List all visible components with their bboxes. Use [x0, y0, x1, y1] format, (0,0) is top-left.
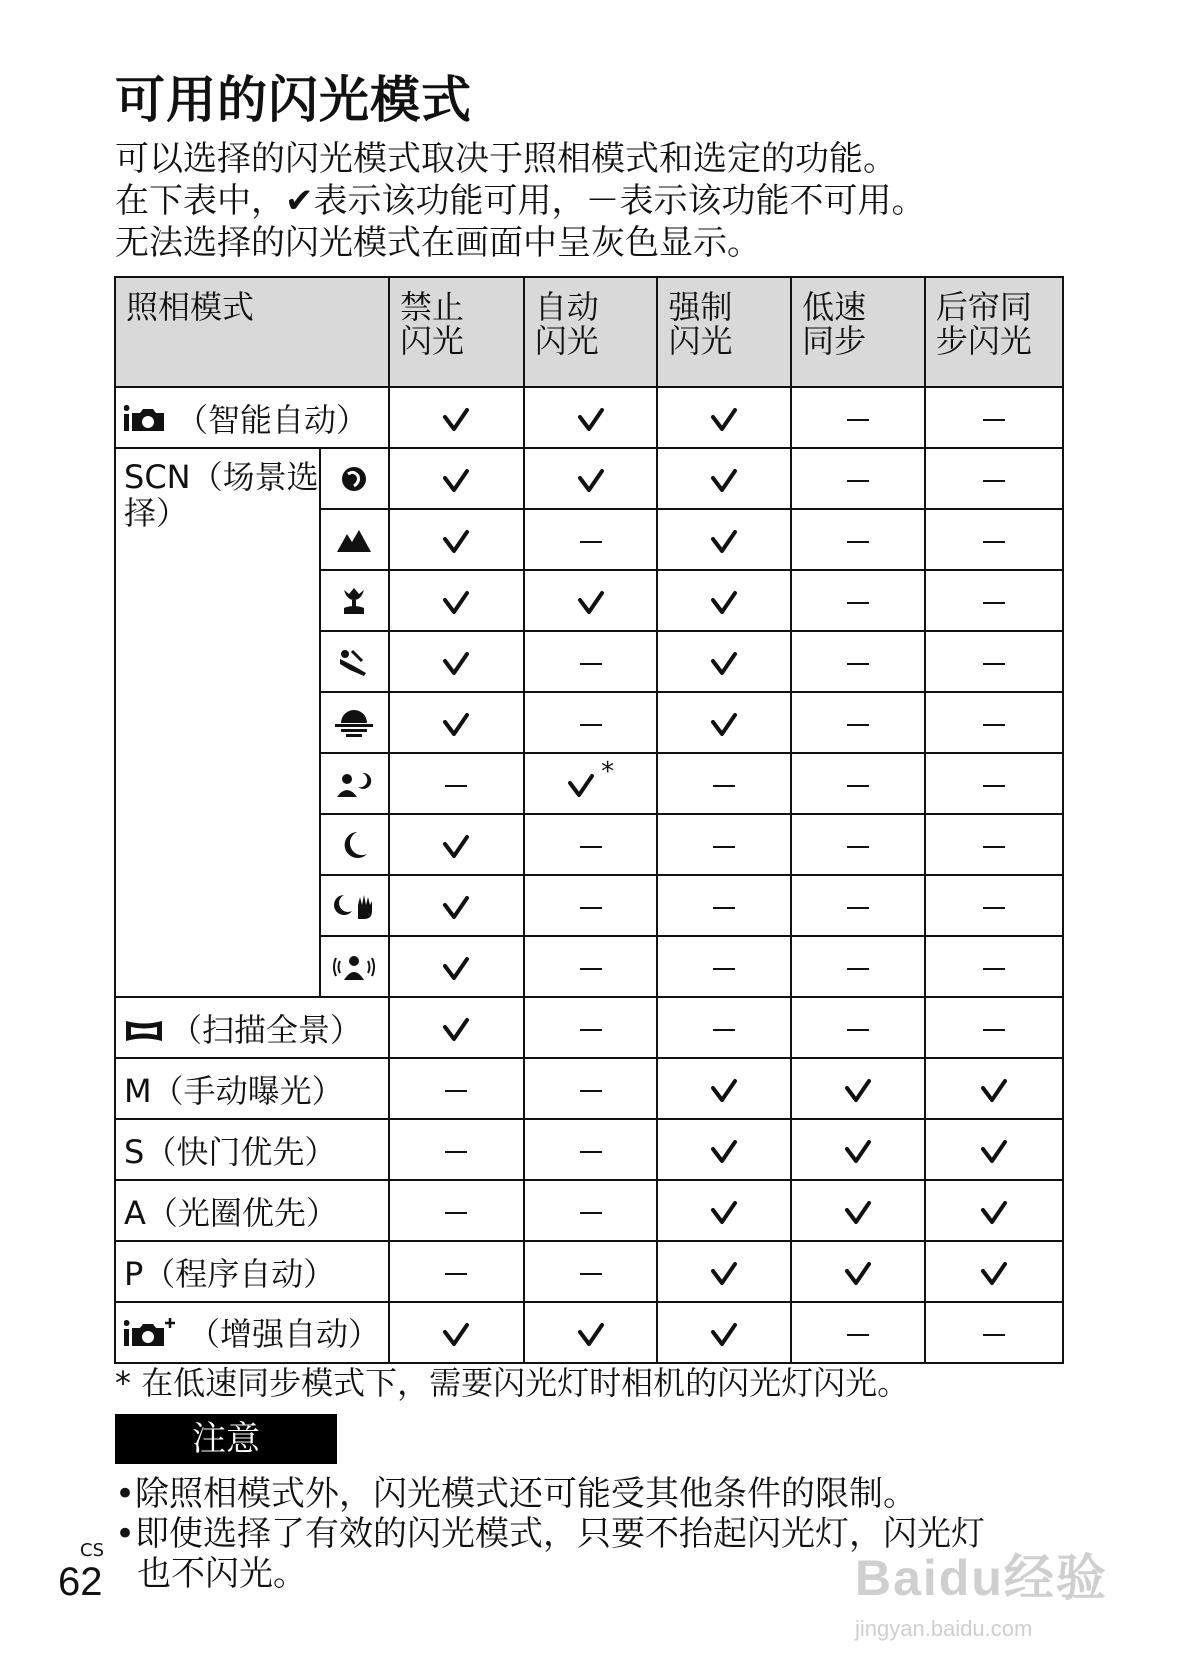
table-cell-value — [389, 753, 524, 814]
dash-icon — [713, 785, 735, 787]
table-cell-value — [791, 1119, 925, 1180]
table-cell-value — [791, 692, 925, 753]
dash-icon — [580, 1212, 602, 1214]
check-icon — [980, 1131, 1008, 1169]
table-cell-value — [657, 387, 791, 448]
table-cell-value — [389, 936, 524, 997]
dash-icon — [580, 1273, 602, 1275]
check-icon — [577, 582, 605, 620]
table-row — [115, 997, 1063, 1058]
table-cell-value — [925, 1058, 1063, 1119]
table-cell-value — [791, 1180, 925, 1241]
check-icon — [442, 643, 470, 681]
dash-icon — [713, 968, 735, 970]
check-icon — [710, 1070, 738, 1108]
hand-held-twilight-icon — [320, 875, 389, 936]
table-row — [115, 1302, 1063, 1363]
dash-icon — [847, 846, 869, 848]
dash-icon — [713, 1029, 735, 1031]
table-cell-value — [657, 631, 791, 692]
check-icon — [442, 1314, 470, 1352]
footnote: * 在低速同步模式下，需要闪光灯时相机的闪光灯闪光。 — [115, 1364, 910, 1402]
table-cell-value — [657, 692, 791, 753]
dash-icon — [983, 724, 1005, 726]
table-cell-value — [389, 570, 524, 631]
dash-icon — [445, 1273, 467, 1275]
scn-mode-label: SCN（场景选择） — [115, 448, 320, 997]
header-flash-off — [389, 277, 524, 387]
table-cell-value — [657, 875, 791, 936]
dash-icon — [847, 480, 869, 482]
table-cell-value — [925, 1241, 1063, 1302]
check-icon — [567, 765, 595, 803]
table-cell-value — [791, 936, 925, 997]
shooting-mode-label — [115, 1180, 389, 1241]
dash-icon — [580, 541, 602, 543]
table-cell-value — [524, 509, 658, 570]
sunset-icon — [320, 692, 389, 753]
dash-icon — [983, 785, 1005, 787]
dash-icon — [713, 907, 735, 909]
watermark-url: jingyan.baidu.com — [855, 1616, 1033, 1641]
table-cell-value — [524, 997, 658, 1058]
table-cell-value — [925, 1302, 1063, 1363]
table-cell-value — [925, 875, 1063, 936]
landscape-icon — [320, 509, 389, 570]
header-line: 低速 — [802, 288, 867, 326]
check-icon — [442, 704, 470, 742]
table-cell-value — [524, 1119, 658, 1180]
check-icon — [710, 1192, 738, 1230]
table-row — [115, 448, 1063, 509]
baidu-watermark — [855, 1538, 1155, 1658]
table-cell-value — [791, 1241, 925, 1302]
dash-icon — [847, 724, 869, 726]
mode-text: S（快门优先） — [124, 1132, 337, 1171]
page-number: 62 — [58, 1560, 103, 1604]
note-heading: 注意 — [115, 1414, 337, 1464]
dash-icon — [445, 1151, 467, 1153]
check-icon — [577, 1314, 605, 1352]
check-icon — [710, 643, 738, 681]
shooting-mode-label — [115, 1302, 389, 1363]
table-cell-value — [657, 1302, 791, 1363]
mode-text: P（程序自动） — [124, 1254, 336, 1293]
page-title: 可用的闪光模式 — [115, 71, 472, 129]
check-icon — [442, 582, 470, 620]
anti-motion-blur-icon — [320, 936, 389, 997]
table-cell-value — [925, 753, 1063, 814]
dash-icon — [580, 663, 602, 665]
check-icon — [710, 1253, 738, 1291]
check-icon — [844, 1070, 872, 1108]
table-cell-value — [389, 997, 524, 1058]
check-icon — [442, 460, 470, 498]
check-icon — [710, 1314, 738, 1352]
dash-icon — [847, 907, 869, 909]
check-icon — [844, 1192, 872, 1230]
table-cell-value — [389, 387, 524, 448]
table-cell-value — [657, 509, 791, 570]
check-icon — [577, 399, 605, 437]
table-cell-value — [389, 692, 524, 753]
dash-icon — [580, 907, 602, 909]
header-fill-flash — [657, 277, 791, 387]
table-cell-value — [791, 387, 925, 448]
dash-icon — [713, 846, 735, 848]
table-cell-value — [389, 1180, 524, 1241]
header-rear-sync — [925, 277, 1063, 387]
mode-text: A（光圈优先） — [124, 1193, 338, 1232]
header-line: 禁止 — [399, 288, 464, 326]
dash-icon — [847, 419, 869, 421]
dash-icon — [847, 1334, 869, 1336]
dash-icon — [983, 1029, 1005, 1031]
dash-icon — [847, 541, 869, 543]
header-line: 闪光 — [534, 322, 599, 360]
table-cell-value — [657, 936, 791, 997]
intro-line-2: 在下表中，✔表示该功能可用，－表示该功能不可用。 — [115, 181, 926, 221]
header-line: 同步 — [802, 322, 867, 360]
table-row — [115, 1180, 1063, 1241]
mode-text: （智能自动） — [176, 400, 369, 439]
table-cell-value — [791, 1302, 925, 1363]
shooting-mode-label — [115, 387, 389, 448]
table-row — [115, 1119, 1063, 1180]
check-icon — [442, 887, 470, 925]
table-cell-value — [925, 814, 1063, 875]
table-cell-value — [657, 753, 791, 814]
watermark-logo: Baidu经验 — [855, 1550, 1108, 1606]
table-cell-value — [524, 753, 658, 814]
table-cell-value — [657, 1180, 791, 1241]
dash-icon — [983, 907, 1005, 909]
check-icon — [442, 948, 470, 986]
table-cell-value — [389, 814, 524, 875]
table-cell-value — [925, 1180, 1063, 1241]
table-cell-value — [925, 387, 1063, 448]
table-cell-value — [657, 448, 791, 509]
intro-line-1: 可以选择的闪光模式取决于照相模式和选定的功能。 — [115, 139, 897, 179]
portrait-icon — [320, 448, 389, 509]
table-cell-value — [524, 875, 658, 936]
shooting-mode-label — [115, 1241, 389, 1302]
header-line: 自动 — [534, 288, 599, 326]
table-cell-value — [791, 753, 925, 814]
check-icon — [980, 1253, 1008, 1291]
table-cell-value — [791, 1058, 925, 1119]
night-portrait-icon — [320, 753, 389, 814]
mode-text: M（手动曝光） — [124, 1071, 344, 1110]
dash-icon — [847, 785, 869, 787]
check-icon — [710, 582, 738, 620]
sweep-panorama-icon — [124, 1013, 164, 1051]
dash-icon — [580, 1090, 602, 1092]
check-icon — [980, 1192, 1008, 1230]
check-icon — [844, 1131, 872, 1169]
table-cell-value — [657, 997, 791, 1058]
table-cell-value — [389, 509, 524, 570]
check-icon — [442, 399, 470, 437]
dash-icon — [445, 1090, 467, 1092]
table-cell-value — [524, 1180, 658, 1241]
intelligent-auto-icon — [124, 403, 170, 441]
check-icon — [442, 826, 470, 864]
flash-mode-table — [114, 276, 1064, 1364]
table-cell-value — [791, 448, 925, 509]
table-cell-value — [524, 1241, 658, 1302]
night-scene-icon — [320, 814, 389, 875]
dash-icon — [847, 968, 869, 970]
dash-icon — [580, 1029, 602, 1031]
check-icon — [710, 704, 738, 742]
dash-icon — [983, 480, 1005, 482]
macro-icon — [320, 570, 389, 631]
table-row — [115, 387, 1063, 448]
dash-icon — [580, 724, 602, 726]
table-cell-value — [791, 875, 925, 936]
table-row — [115, 1241, 1063, 1302]
note-bullet-1: •除照相模式外，闪光模式还可能受其他条件的限制。 — [115, 1474, 918, 1514]
page-language-code: CS — [80, 1540, 104, 1561]
table-cell-value — [524, 1058, 658, 1119]
header-shooting-mode: 照相模式 — [115, 277, 389, 387]
header-line: 闪光 — [668, 322, 733, 360]
dash-icon — [847, 663, 869, 665]
superior-auto-icon — [124, 1316, 182, 1356]
dash-icon — [983, 663, 1005, 665]
dash-icon — [847, 1029, 869, 1031]
table-cell-value — [925, 692, 1063, 753]
table-cell-value — [524, 570, 658, 631]
table-cell-value — [524, 692, 658, 753]
table-cell-value — [791, 631, 925, 692]
dash-icon — [580, 1151, 602, 1153]
table-header-row — [115, 277, 1063, 387]
dash-icon — [983, 419, 1005, 421]
header-slow-sync — [791, 277, 925, 387]
mode-text: （增强自动） — [188, 1315, 381, 1353]
asterisk-mark: * — [601, 756, 615, 787]
table-cell-value — [524, 631, 658, 692]
table-cell-value — [389, 1058, 524, 1119]
table-cell-value — [389, 875, 524, 936]
table-cell-value — [925, 509, 1063, 570]
sports-icon — [320, 631, 389, 692]
table-cell-value — [925, 448, 1063, 509]
check-icon — [442, 521, 470, 559]
check-icon — [844, 1253, 872, 1291]
check-icon — [710, 521, 738, 559]
mode-text: （扫描全景） — [170, 1010, 363, 1049]
table-cell-value — [657, 570, 791, 631]
dash-icon — [983, 1334, 1005, 1336]
dash-icon — [445, 785, 467, 787]
table-cell-value — [524, 1302, 658, 1363]
dash-icon — [983, 541, 1005, 543]
header-line: 强制 — [668, 288, 733, 326]
table-cell-value — [791, 570, 925, 631]
check-icon — [710, 1131, 738, 1169]
table-cell-value — [389, 1302, 524, 1363]
note-bullet-2-continuation: 也不闪光。 — [137, 1554, 307, 1594]
table-cell-value — [657, 1119, 791, 1180]
header-autoflash — [524, 277, 658, 387]
shooting-mode-label — [115, 1119, 389, 1180]
dash-icon — [983, 846, 1005, 848]
table-cell-value — [524, 448, 658, 509]
table-cell-value — [791, 509, 925, 570]
check-icon — [577, 460, 605, 498]
table-cell-value — [925, 631, 1063, 692]
dash-icon — [983, 602, 1005, 604]
shooting-mode-label — [115, 1058, 389, 1119]
intro-text — [115, 138, 926, 264]
dash-icon — [580, 968, 602, 970]
table-cell-value — [925, 570, 1063, 631]
table-cell-value — [389, 448, 524, 509]
table-cell-value — [925, 997, 1063, 1058]
table-cell-value — [524, 387, 658, 448]
table-cell-value — [657, 1241, 791, 1302]
table-cell-value — [389, 631, 524, 692]
table-row — [115, 1058, 1063, 1119]
table-cell-value — [657, 814, 791, 875]
dash-icon — [580, 846, 602, 848]
table-cell-value — [389, 1119, 524, 1180]
dash-icon — [847, 602, 869, 604]
check-icon — [980, 1070, 1008, 1108]
check-icon — [710, 399, 738, 437]
dash-icon — [983, 968, 1005, 970]
table-cell-value — [791, 814, 925, 875]
table-cell-value — [389, 1241, 524, 1302]
header-line: 步闪光 — [935, 322, 1032, 360]
table-cell-value — [925, 1119, 1063, 1180]
note-bullet-2: •即使选择了有效的闪光模式，只要不抬起闪光灯，闪光灯 — [115, 1514, 986, 1554]
table-cell-value — [791, 997, 925, 1058]
table-cell-value — [657, 1058, 791, 1119]
check-icon — [710, 460, 738, 498]
header-line: 后帘同 — [935, 288, 1032, 326]
table-cell-value — [524, 814, 658, 875]
check-icon — [442, 1009, 470, 1047]
header-line: 闪光 — [399, 322, 464, 360]
intro-line-3: 无法选择的闪光模式在画面中呈灰色显示。 — [115, 223, 761, 263]
dash-icon — [445, 1212, 467, 1214]
table-cell-value — [925, 936, 1063, 997]
shooting-mode-label — [115, 997, 389, 1058]
table-cell-value — [524, 936, 658, 997]
